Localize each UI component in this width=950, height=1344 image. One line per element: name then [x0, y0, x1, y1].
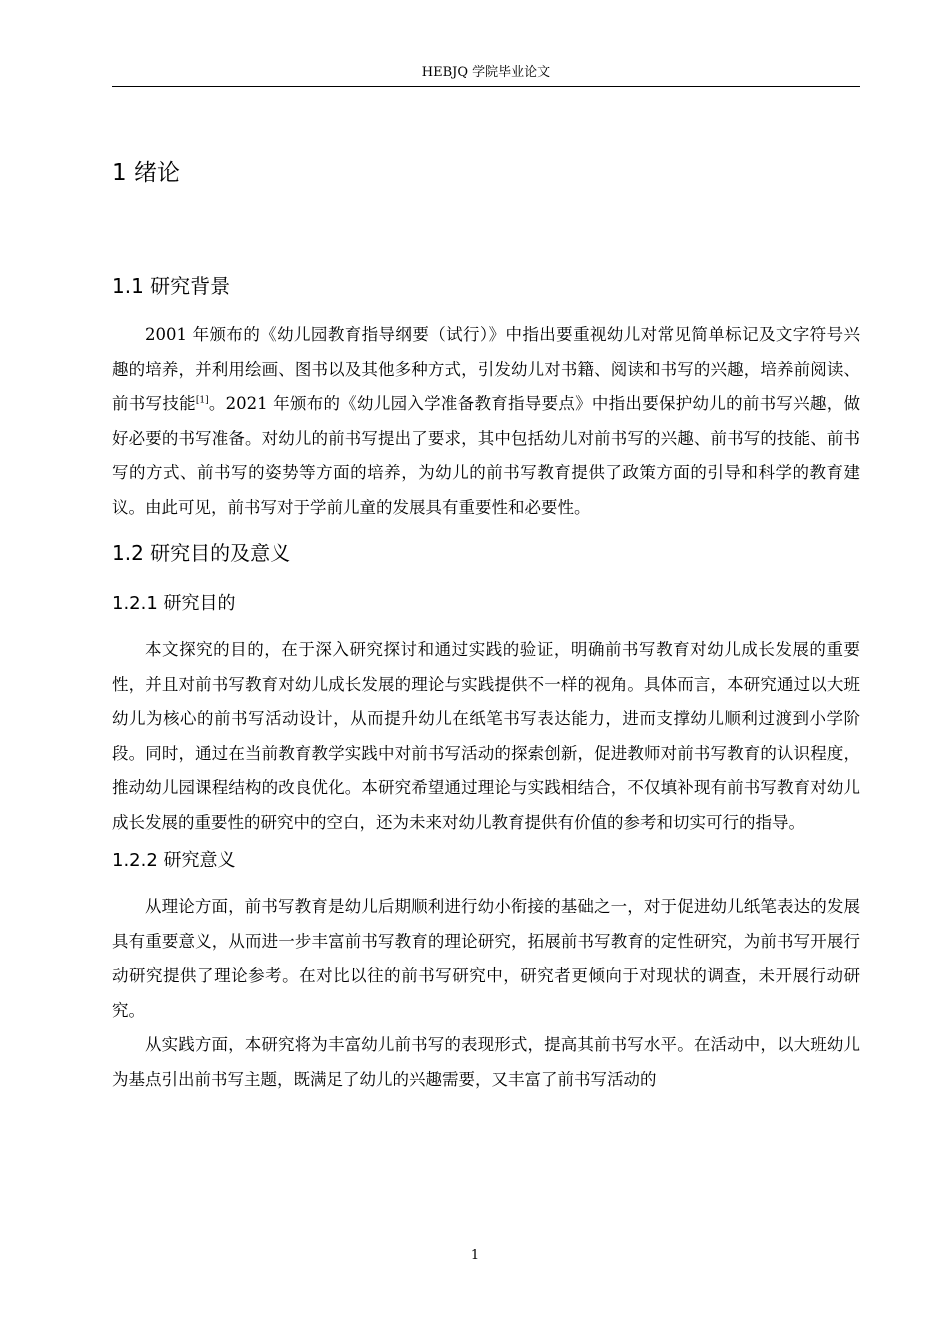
document-body [112, 150, 860, 1097]
section-heading-1-2-2: 1.2.2 研究意义 [112, 850, 236, 871]
paragraph-research-purpose: 本文探究的目的，在于深入研究探讨和通过实践的验证，明确前书写教育对幼儿成长发展的重要性，并且对前书写教育对幼儿成长发展的理论与实践提供不一样的视角。具体而言，本研究通过以大班幼儿为核心的前书写活动设计，从而提升幼儿在纸笔书写表达能力，进而支撑幼儿顺利过渡到小学阶段。同时，通过在当前教育教学实践中对前书写活动的探索创新，促进教师对前书写教育的认识程度，推动幼儿园课程结构的改良优化。本研究希望通过理论与实践相结合，不仅填补现有前书写教育对幼儿成长发展的重要性的研究中的空白，还为未来对幼儿教育提供有价值的参考和切实可行的指导。 [112, 640, 860, 832]
chapter-title: 1 绪论 [112, 160, 180, 186]
paragraph-theory-significance: 从理论方面，前书写教育是幼儿后期顺利进行幼小衔接的基础之一，对于促进幼儿纸笔表达的发展具有重要意义，从而进一步丰富前书写教育的理论研究，拓展前书写教育的定性研究，为前书写开展行动研究提供了理论参考。在对比以往的前书写研究中，研究者更倾向于对现状的调查，未开展行动研究。 [112, 897, 860, 1020]
section-heading-1-2: 1.2 研究目的及意义 [112, 541, 291, 565]
page-header [112, 64, 860, 87]
section-heading-1-1: 1.1 研究背景 [112, 274, 231, 298]
paragraph-text: 2001 年颁布的《幼儿园教育指导纲要（试行）》中指出要重视幼儿对常见简单标记及文字符号兴趣的培养，并利用绘画、图书以及其他多种方式，引发幼儿对书籍、阅读和书写的兴趣，培养前阅读、前书写技能 [112, 325, 860, 413]
paragraph-research-background [112, 318, 860, 525]
citation-ref: [1] [195, 395, 209, 406]
section-heading-1-2-1: 1.2.1 研究目的 [112, 593, 236, 614]
paragraph-text: 。2021 年颁布的《幼儿园入学准备教育指导要点》中指出要保护幼儿的前书写兴趣，做好必要的书写准备。对幼儿的前书写提出了要求，其中包括幼儿对前书写的兴趣、前书写的技能、前书写的方式、前书写的姿势等方面的培养，为幼儿的前书写教育提供了政策方面的引导和科学的教育建议。由此可见，前书写对于学前儿童的发展具有重要性和必要性。 [112, 394, 860, 517]
paragraph-practice-significance: 从实践方面，本研究将为丰富幼儿前书写的表现形式，提高其前书写水平。在活动中，以大班幼儿为基点引出前书写主题，既满足了幼儿的兴趣需要，又丰富了前书写活动的 [112, 1035, 860, 1089]
header-title: HEBJQ 学院毕业论文 [421, 65, 551, 80]
page-number: 1 [470, 1248, 480, 1263]
